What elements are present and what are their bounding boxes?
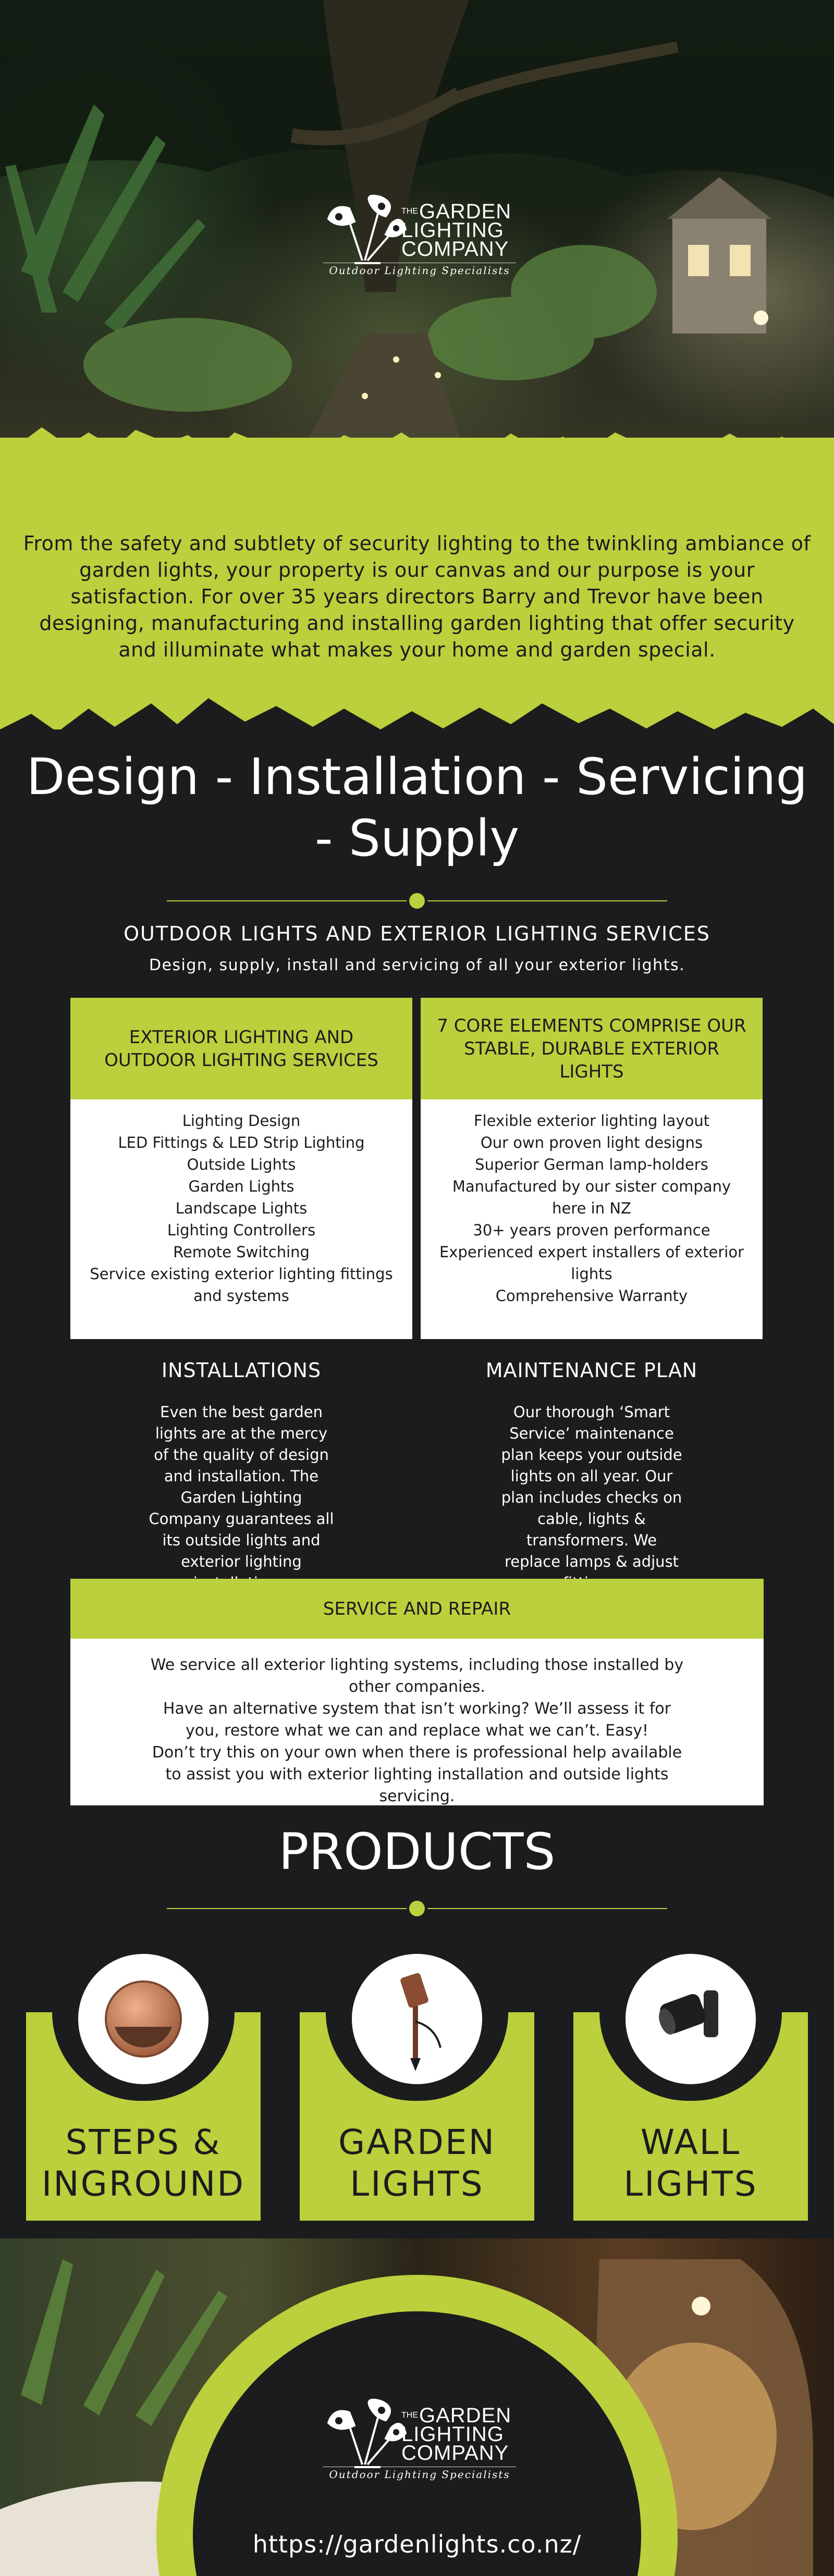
list-item: Remote Switching — [173, 1243, 310, 1261]
torn-edge-bottom — [0, 683, 834, 745]
website-link[interactable]: https://gardenlights.co.nz/ — [252, 2530, 582, 2558]
company-logo — [318, 193, 516, 276]
list-item: Lighting Controllers — [167, 1221, 316, 1239]
product-card-wall[interactable] — [573, 2012, 808, 2221]
installations-text: Even the best garden lights are at the mercy of the quality of design and installation. The Garden Lighting Company guarantees all its outside lights and exterior lighting — [149, 1403, 334, 1570]
list-item: Manufactured by our sister company here in NZ — [452, 1178, 731, 1217]
list-item: Superior German lamp-holders — [475, 1156, 708, 1173]
installations-block — [70, 1359, 412, 1594]
card-heading: EXTERIOR LIGHTING AND OUTDOOR LIGHTING SERVICES — [70, 998, 412, 1099]
core-elements-card — [421, 998, 763, 1339]
list-item: Experienced expert installers of exterior lights — [439, 1243, 744, 1283]
title-divider — [167, 893, 667, 909]
repair-line: Don’t try this on your own when there is professional help available to assist you with exterior lighting installation and outside lights servicing. — [152, 1743, 682, 1805]
list-item: Our own proven light designs — [480, 1134, 703, 1151]
spike-light-icon — [352, 1954, 482, 2084]
repair-line: We service all exterior lighting systems, including those installed by other companies. — [150, 1656, 684, 1696]
product-label: WALL LIGHTS — [623, 2122, 758, 2204]
product-label: GARDEN LIGHTS — [338, 2122, 496, 2204]
services-card — [70, 998, 412, 1339]
list-item: Outside Lights — [187, 1156, 296, 1173]
wall-light-icon — [626, 1954, 756, 2084]
product-image — [352, 1954, 482, 2084]
logo-tagline: Outdoor Lighting Specialists — [323, 2467, 516, 2481]
logo-wordmark: $^{THE}$GARDEN LIGHTING COMPANY — [401, 200, 512, 261]
product-card-steps[interactable] — [26, 2012, 261, 2221]
list-item: Garden Lights — [188, 1178, 295, 1195]
maintenance-block — [421, 1359, 763, 1594]
maintenance-text: Our thorough ‘Smart Service’ maintenance plan keeps your outside lights on all year. Our plan includes checks on cable, lights & transformers. We replace lamps & adjust — [501, 1403, 682, 1570]
card-heading: 7 CORE ELEMENTS COMPRISE OUR STABLE, DURABLE EXTERIOR LIGHTS — [421, 998, 763, 1099]
list-item: LED Fittings & LED Strip Lighting — [118, 1134, 365, 1151]
product-image — [78, 1954, 208, 2084]
products-divider — [167, 1901, 667, 1916]
repair-line: Have an alternative system that isn’t working? We’ll assess it for you, restore what we can and replace what we can’t. Easy! — [163, 1700, 671, 1740]
services-tagline: Design, supply, install and servicing of all your exterior lights. — [149, 956, 685, 974]
intro-text: From the safety and subtlety of security lighting to the twinkling ambiance of garden lights, your property is our canvas and our purpose is your satisfaction. For over 35 years directors Barry and Trevor have been designing, manufacturing and installing garden lighting that offer security and illuminate what makes your home and garden special. — [23, 532, 811, 661]
logo-wordmark: $^{THE}$GARDEN LIGHTING COMPANY — [401, 2404, 512, 2464]
logo-tagline: Outdoor Lighting Specialists — [323, 263, 516, 277]
card-body — [70, 1099, 412, 1317]
installations-heading: INSTALLATIONS — [161, 1359, 322, 1382]
list-item: 30+ years proven performance — [473, 1221, 710, 1239]
product-card-garden[interactable] — [300, 2012, 534, 2221]
services-title: Design - Installation - Servicing - Supply — [26, 748, 808, 868]
products-title: PRODUCTS — [278, 1823, 556, 1881]
services-subtitle: OUTDOOR LIGHTS AND EXTERIOR LIGHTING SERVICES — [124, 922, 710, 945]
card-body — [421, 1099, 763, 1317]
hero-banner — [0, 0, 834, 469]
service-repair-card — [70, 1579, 764, 1805]
list-item: Lighting Design — [182, 1112, 301, 1130]
step-light-icon — [78, 1954, 208, 2084]
list-item: Service existing exterior lighting fittings and systems — [90, 1265, 393, 1305]
product-label: STEPS & INGROUND — [41, 2122, 246, 2204]
product-image — [626, 1954, 756, 2084]
footer-logo — [318, 2397, 516, 2480]
card-heading: SERVICE AND REPAIR — [70, 1579, 764, 1639]
torn-edge-top — [0, 406, 834, 469]
list-item: Comprehensive Warranty — [495, 1287, 688, 1305]
card-body — [70, 1639, 764, 1818]
list-item: Flexible exterior lighting layout — [473, 1112, 710, 1130]
maintenance-heading: MAINTENANCE PLAN — [485, 1359, 698, 1382]
list-item: Landscape Lights — [175, 1199, 308, 1217]
